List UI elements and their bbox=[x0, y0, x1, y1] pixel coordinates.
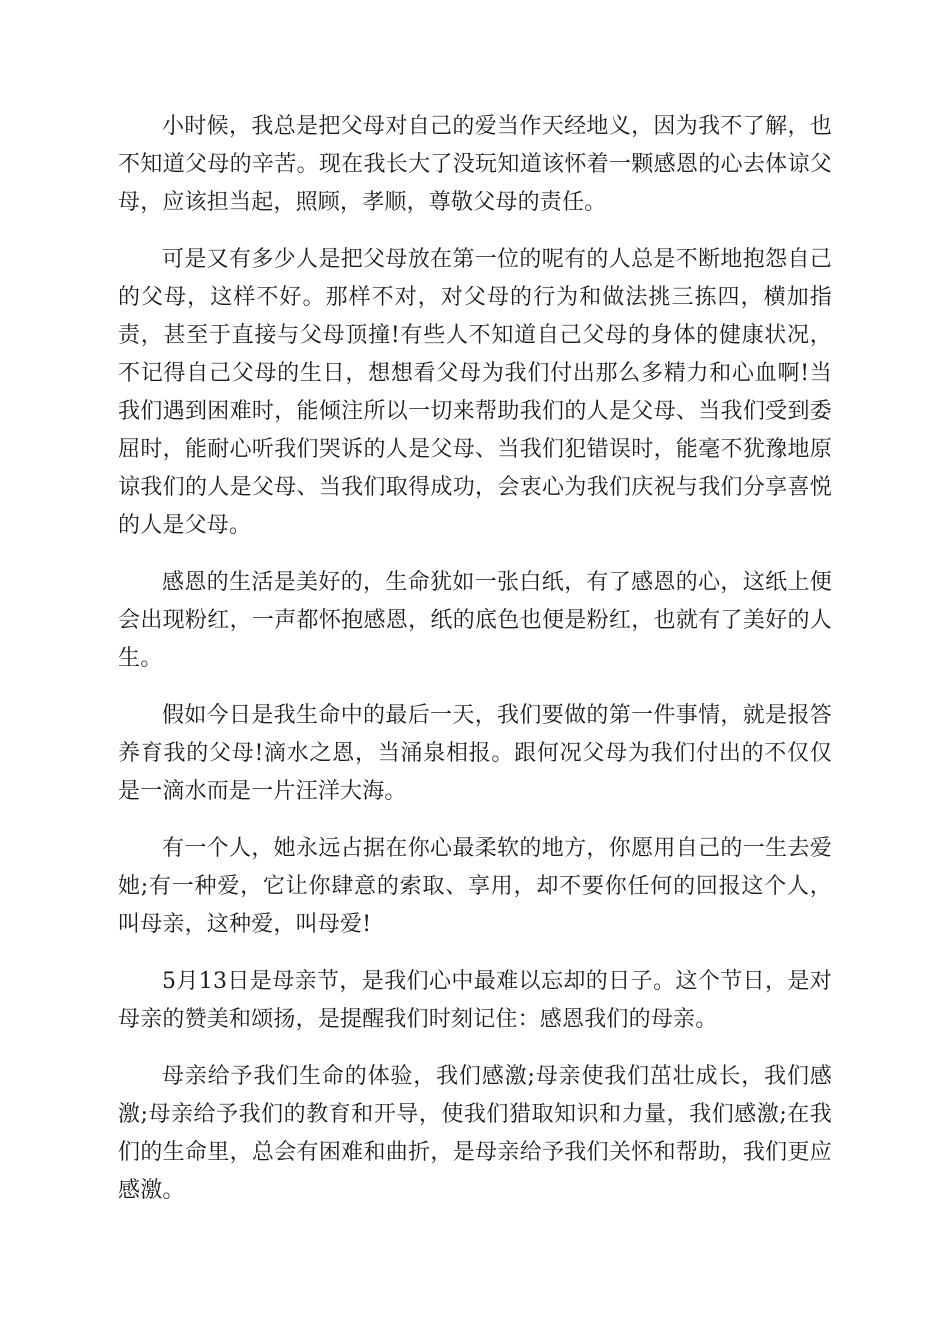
paragraph-4: 假如今日是我生命中的最后一天，我们要做的第一件事情，就是报答养育我的父母!滴水之恩，当涌泉相报。跟何况父母为我们付出的不仅仅是一滴水而是一片汪洋大海。 bbox=[118, 703, 832, 804]
paragraph-7: 母亲给予我们生命的体验，我们感激;母亲使我们茁壮成长，我们感激;母亲给予我们的教育和开导，使我们猎取知识和力量，我们感激;在我们的生命里，总会有困难和曲折，是母亲给予我们关怀和帮助，我们更应感激。 bbox=[118, 1064, 832, 1203]
paragraph-5: 有一个人，她永远占据在你心最柔软的地方，你愿用自己的一生去爱她;有一种爱，它让你肆意的索取、享用，却不要你任何的回报这个人，叫母亲，这种爱，叫母爱! bbox=[118, 836, 832, 937]
paragraph-6: 5月13日是母亲节，是我们心中最难以忘却的日子。这个节日，是对母亲的赞美和颂扬，是提醒我们时刻记住：感恩我们的母亲。 bbox=[118, 969, 832, 1032]
paragraph-3: 感恩的生活是美好的，生命犹如一张白纸，有了感恩的心，这纸上便会出现粉红，一声都怀抱感恩，纸的底色也便是粉红，也就有了美好的人生。 bbox=[118, 570, 832, 671]
paragraph-1: 小时候，我总是把父母对自己的爱当作天经地义，因为我不了解，也不知道父母的辛苦。现在我长大了没玩知道该怀着一颗感恩的心去体谅父母，应该担当起，照顾，孝顺，尊敬父母的责任。 bbox=[118, 114, 832, 215]
paragraph-2: 可是又有多少人是把父母放在第一位的呢有的人总是不断地抱怨自己的父母，这样不好。那样不对，对父母的行为和做法挑三拣四，横加指责，甚至于直接与父母顶撞!有些人不知道自己父母的身体的健康状况，不记得自己父母的生日，想想看父母为我们付出那么多精力和心血啊!当我们遇到困难时，能倾注所以一切来帮助我们的人是父母、当我们受到委屈时，能耐心听我们哭诉的人是父母、当我们犯错误时，能毫不犹豫地原谅我们的人是父母、当我们取得成功，会衷心为我们庆祝与我们分享喜悦的人是父母。 bbox=[118, 247, 832, 538]
